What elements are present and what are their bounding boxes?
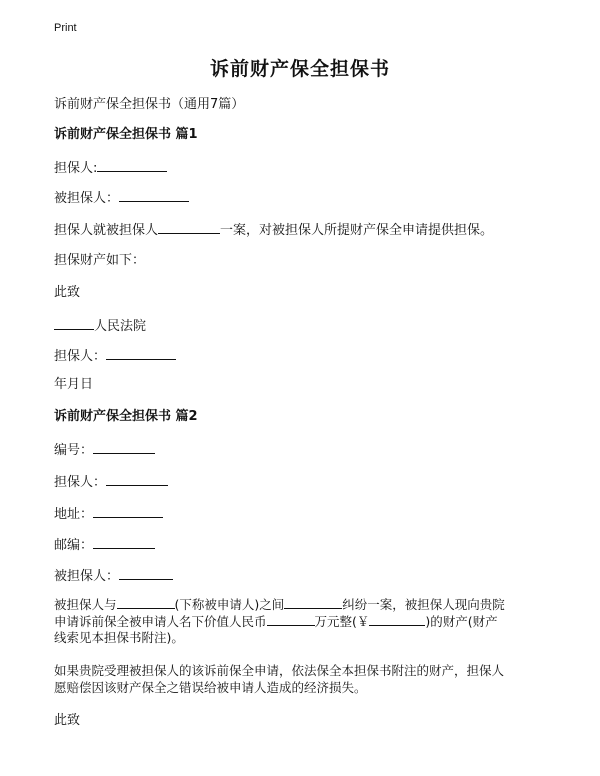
number-line [54, 440, 155, 460]
address-line [54, 504, 163, 524]
amount-blank [267, 612, 315, 626]
signature-line [54, 346, 176, 366]
para1-line3: 线索见本担保书附注)。 [54, 630, 184, 645]
para1-text-e: 万元整(￥ [314, 614, 370, 629]
signature-label: 担保人： [54, 349, 107, 364]
closing-salutation: 此致 [54, 285, 81, 300]
respondent-blank [117, 595, 175, 609]
guarantor2-line [54, 472, 168, 492]
guaranteed2-blank [119, 566, 173, 580]
postcode-blank [93, 535, 155, 549]
court-blank [54, 316, 94, 330]
property-list-label: 担保财产如下： [54, 253, 146, 268]
address-blank [93, 504, 163, 518]
para1-text-b: (下称被申请人)之间 [174, 597, 285, 612]
court-label: 人民法院 [94, 319, 147, 334]
court-line [54, 316, 146, 336]
number-label: 编号： [54, 443, 94, 458]
document-subtitle: 诉前财产保全担保书（通用7篇） [54, 97, 245, 112]
para1-text-a: 被担保人与 [54, 597, 117, 612]
guarantor2-blank [106, 472, 168, 486]
print-label[interactable]: Print [54, 22, 77, 34]
guaranteed2-line [54, 566, 173, 586]
dispute-blank [284, 595, 342, 609]
guarantor-blank [97, 158, 167, 172]
guarantor2-label: 担保人： [54, 475, 107, 490]
signature-blank [106, 346, 176, 360]
para1-text-f: )的财产(财产 [425, 614, 498, 629]
statement-part-a: 担保人就被担保人 [54, 223, 159, 238]
number-blank [93, 440, 155, 454]
case-blank [158, 220, 220, 234]
guaranteed-line [54, 188, 189, 208]
postcode-line [54, 535, 155, 555]
postcode-label: 邮编： [54, 538, 94, 553]
guaranteed-blank [119, 188, 189, 202]
closing-salutation-2: 此致 [54, 713, 81, 728]
para2-line1: 如果贵院受理被担保人的该诉前保全申请，依法保全本担保书附注的财产，担保人 [54, 663, 505, 678]
guarantor-line [54, 158, 167, 178]
guarantee-statement [54, 220, 493, 240]
document-title: 诉前财产保全担保书 [209, 58, 390, 80]
statement-part-b: 一案，对被担保人所提财产保全申请提供担保。 [220, 223, 494, 238]
section2-heading: 诉前财产保全担保书 篇2 [54, 409, 198, 424]
section1-heading: 诉前财产保全担保书 篇1 [54, 127, 198, 142]
amount-figure-blank [369, 612, 425, 626]
address-label: 地址： [54, 507, 94, 522]
date-line: 年月日 [54, 377, 94, 392]
guaranteed-label: 被担保人： [54, 191, 120, 206]
para1-text-d: 申请诉前保全被申请人名下价值人民币 [54, 614, 267, 629]
guaranteed2-label: 被担保人： [54, 569, 120, 584]
para1-text-c: 纠纷一案，被担保人现向贵院 [342, 597, 505, 612]
guarantor-label: 担保人: [54, 161, 98, 176]
para2-line2: 愿赔偿因该财产保全之错误给被申请人造成的经济损失。 [54, 680, 367, 695]
